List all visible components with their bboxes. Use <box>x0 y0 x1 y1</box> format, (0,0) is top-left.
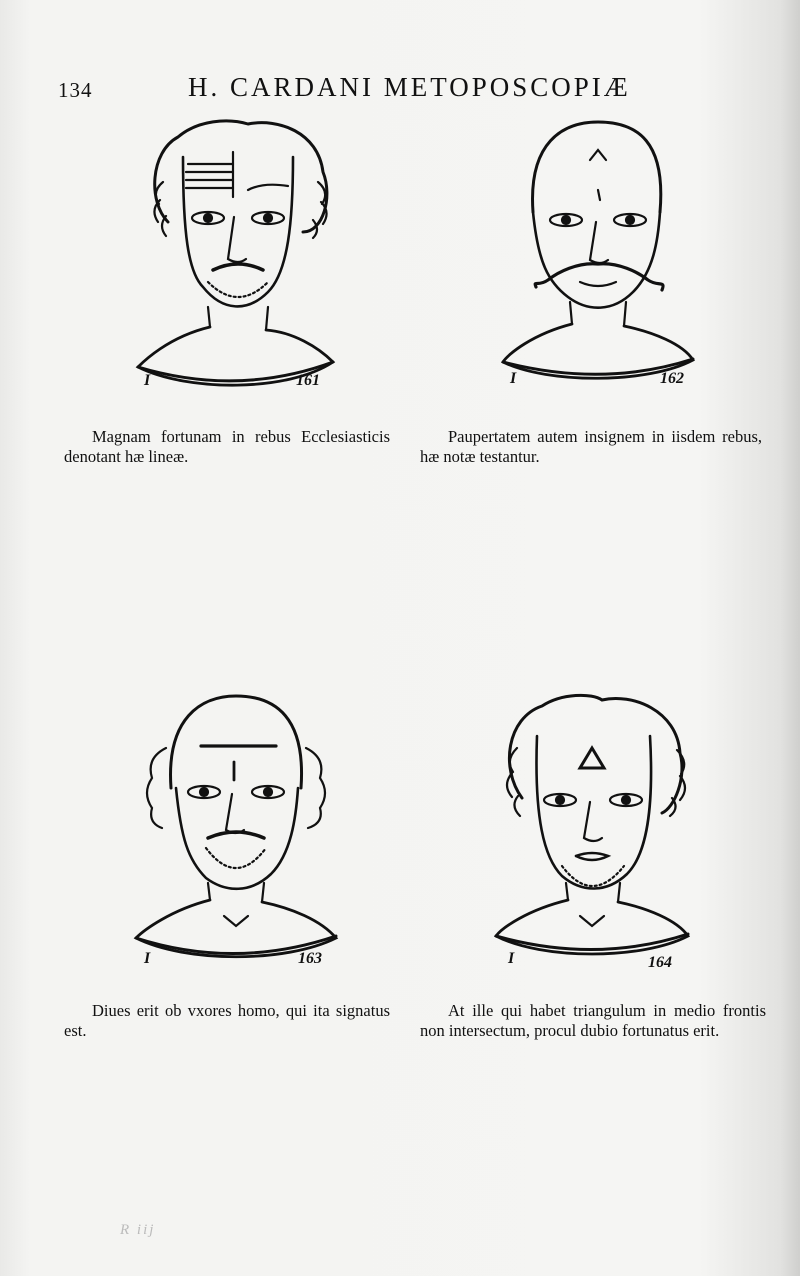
figure-162-face <box>488 112 708 392</box>
caption-163-text: Diues erit ob vxores homo, qui ita signatus est. <box>64 1001 390 1040</box>
figure-163-left-label: I <box>144 950 151 967</box>
figure-161-number: 161 <box>296 372 320 389</box>
face-illustration <box>482 688 702 968</box>
running-title: H. CARDANI METOPOSCOPIÆ <box>188 72 631 102</box>
caption-164 <box>420 1001 766 1041</box>
caption-164-text: At ille qui habet triangulum in medio frontis non intersectum, procul dubio fortunatus erit. <box>420 1001 766 1040</box>
figure-161-face <box>128 112 348 392</box>
figure-162-number: 162 <box>660 370 684 387</box>
figure-163-face <box>126 688 346 968</box>
face-illustration <box>488 112 708 392</box>
page-header <box>0 70 800 110</box>
signature-mark: R iij <box>120 1222 156 1238</box>
figure-162-left-label: I <box>510 370 517 387</box>
caption-161-text: Magnam fortunam in rebus Ecclesiasticis denotant hæ lineæ. <box>64 427 390 466</box>
figure-163-number: 163 <box>298 950 322 967</box>
figure-164-number: 164 <box>648 954 672 971</box>
page-number: 134 <box>58 78 93 102</box>
figure-164-left-label: I <box>508 950 515 967</box>
figure-164-face <box>482 688 702 968</box>
caption-163 <box>64 1001 390 1041</box>
face-illustration <box>128 112 348 392</box>
caption-162 <box>420 427 762 467</box>
caption-161 <box>64 427 390 467</box>
caption-162-text: Paupertatem autem insignem in iisdem rebus, hæ notæ testantur. <box>420 427 762 466</box>
figure-161-left-label: I <box>144 372 151 389</box>
face-illustration <box>126 688 346 968</box>
